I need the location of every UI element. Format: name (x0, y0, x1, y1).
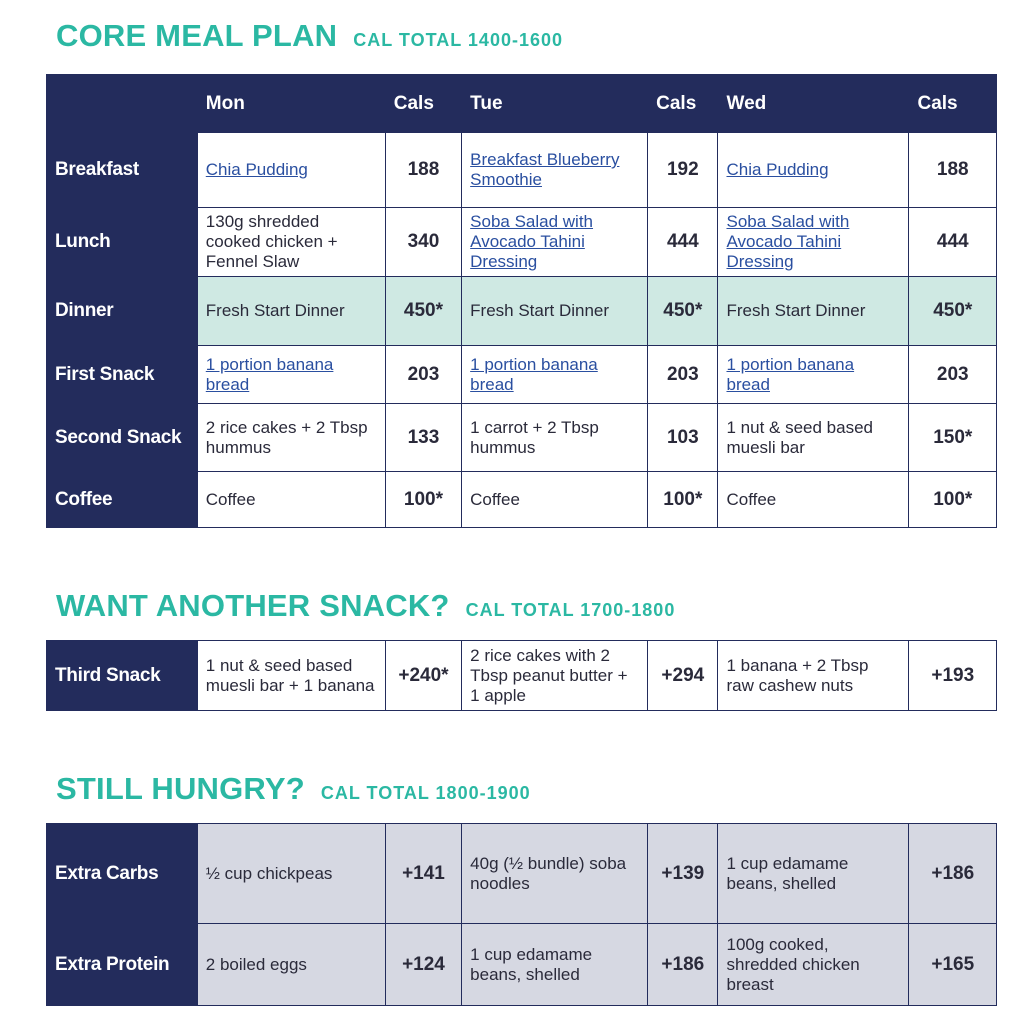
meal-cell: 1 nut & seed based muesli bar (718, 404, 909, 472)
calorie-cell: 444 (648, 208, 718, 277)
meal-cell: 1 cup edamame beans, shelled (462, 924, 648, 1006)
table-row (47, 208, 997, 277)
row-label: Lunch (47, 208, 198, 277)
calorie-cell: 103 (648, 404, 718, 472)
calorie-cell: +294 (648, 641, 718, 711)
section-title: STILL HUNGRY? (56, 771, 305, 806)
calorie-cell: 450* (385, 277, 461, 346)
table-row (47, 641, 997, 711)
calorie-cell: 100* (648, 472, 718, 528)
calorie-cell: 192 (648, 133, 718, 208)
recipe-link[interactable]: Chia Pudding (197, 133, 385, 208)
section-subtitle: CAL TOTAL 1400-1600 (353, 30, 563, 50)
another-snack-table (46, 640, 997, 711)
section-subtitle: CAL TOTAL 1800-1900 (320, 783, 531, 803)
meal-cell: 2 rice cakes with 2 Tbsp peanut butter + 1 apple (462, 641, 648, 711)
meal-cell: 130g shredded cooked chicken + Fennel Slaw (197, 208, 385, 277)
section-title: CORE MEAL PLAN (56, 18, 338, 53)
meal-cell: Fresh Start Dinner (462, 277, 648, 346)
calorie-cell: +193 (909, 641, 997, 711)
recipe-link[interactable]: 1 portion banana bread (197, 346, 385, 404)
calorie-cell: 150* (909, 404, 997, 472)
meal-cell: 1 banana + 2 Tbsp raw cashew nuts (718, 641, 909, 711)
table-row (47, 404, 997, 472)
header-cell: Cals (648, 75, 718, 133)
table-row (47, 133, 997, 208)
meal-cell: 2 boiled eggs (197, 924, 385, 1006)
row-label: First Snack (47, 346, 198, 404)
header-cell: Mon (197, 75, 385, 133)
table-row (47, 472, 997, 528)
meal-cell: Coffee (197, 472, 385, 528)
header-cell: Wed (718, 75, 909, 133)
table-header-row (47, 75, 997, 133)
calorie-cell: +165 (909, 924, 997, 1006)
meal-cell: Coffee (718, 472, 909, 528)
row-label: Breakfast (47, 133, 198, 208)
table-row (47, 346, 997, 404)
header-cell (47, 75, 198, 133)
row-label: Third Snack (47, 641, 198, 711)
calorie-cell: +240* (385, 641, 461, 711)
calorie-cell: +186 (648, 924, 718, 1006)
calorie-cell: 100* (909, 472, 997, 528)
row-label: Extra Carbs (47, 824, 198, 924)
still-hungry-heading (56, 771, 531, 807)
row-label: Second Snack (47, 404, 198, 472)
calorie-cell: 340 (385, 208, 461, 277)
recipe-link[interactable]: Chia Pudding (718, 133, 909, 208)
row-label: Dinner (47, 277, 198, 346)
meal-cell: 1 nut & seed based muesli bar + 1 banana (197, 641, 385, 711)
meal-cell: 1 cup edamame beans, shelled (718, 824, 909, 924)
calorie-cell: +186 (909, 824, 997, 924)
core-meal-plan-heading (56, 18, 563, 54)
header-cell: Cals (909, 75, 997, 133)
meal-cell: Fresh Start Dinner (197, 277, 385, 346)
calorie-cell: +124 (385, 924, 461, 1006)
meal-cell: 1 carrot + 2 Tbsp hummus (462, 404, 648, 472)
meal-cell: 100g cooked, shredded chicken breast (718, 924, 909, 1006)
calorie-cell: 133 (385, 404, 461, 472)
row-label: Coffee (47, 472, 198, 528)
calorie-cell: 450* (909, 277, 997, 346)
recipe-link[interactable]: Soba Salad with Avocado Tahini Dressing (462, 208, 648, 277)
meal-cell: ½ cup chickpeas (197, 824, 385, 924)
still-hungry-table (46, 823, 997, 1006)
another-snack-heading (56, 588, 675, 624)
calorie-cell: 203 (648, 346, 718, 404)
calorie-cell: 450* (648, 277, 718, 346)
calorie-cell: 188 (909, 133, 997, 208)
calorie-cell: 188 (385, 133, 461, 208)
recipe-link[interactable]: Breakfast Blueberry Smoothie (462, 133, 648, 208)
calorie-cell: 444 (909, 208, 997, 277)
recipe-link[interactable]: 1 portion banana bread (718, 346, 909, 404)
calorie-cell: 203 (909, 346, 997, 404)
table-row (47, 277, 997, 346)
core-meal-plan-table (46, 74, 997, 528)
meal-cell: Fresh Start Dinner (718, 277, 909, 346)
calorie-cell: +139 (648, 824, 718, 924)
meal-cell: 40g (½ bundle) soba noodles (462, 824, 648, 924)
section-title: WANT ANOTHER SNACK? (56, 588, 450, 623)
header-cell: Tue (462, 75, 648, 133)
calorie-cell: 100* (385, 472, 461, 528)
row-label: Extra Protein (47, 924, 198, 1006)
section-subtitle: CAL TOTAL 1700-1800 (465, 600, 676, 620)
meal-cell: 2 rice cakes + 2 Tbsp hummus (197, 404, 385, 472)
table-row (47, 824, 997, 924)
recipe-link[interactable]: 1 portion banana bread (462, 346, 648, 404)
table-row (47, 924, 997, 1006)
meal-cell: Coffee (462, 472, 648, 528)
header-cell: Cals (385, 75, 461, 133)
calorie-cell: +141 (385, 824, 461, 924)
calorie-cell: 203 (385, 346, 461, 404)
recipe-link[interactable]: Soba Salad with Avocado Tahini Dressing (718, 208, 909, 277)
